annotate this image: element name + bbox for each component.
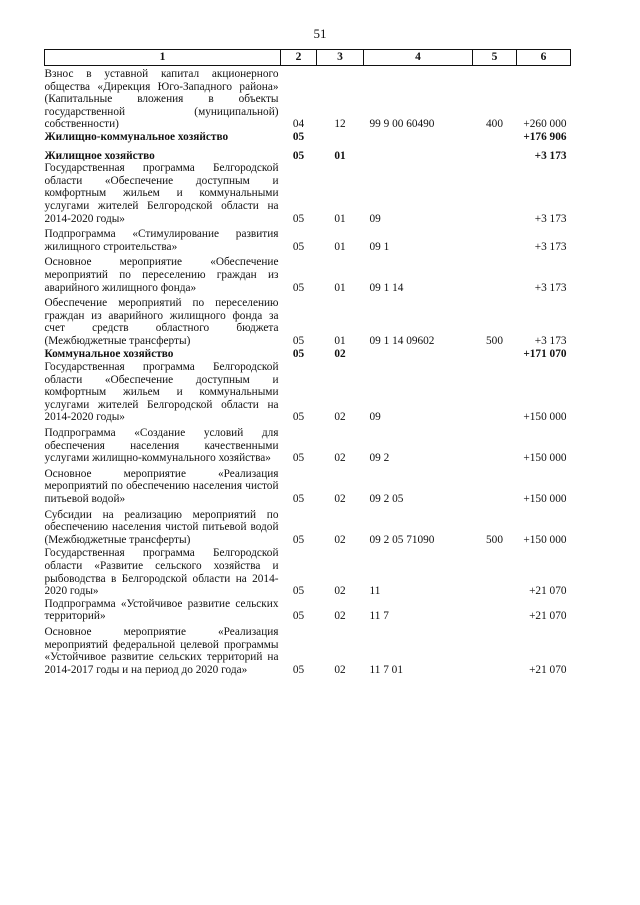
row-section: 05	[292, 281, 305, 294]
row-name: Жилищное хозяйство	[44, 149, 155, 162]
table-row	[45, 623, 571, 676]
row-section: 05	[292, 585, 305, 598]
row-section: 05	[292, 493, 305, 505]
row-expense-type	[473, 253, 517, 294]
table-row	[45, 598, 571, 623]
row-amount: +3 173	[534, 281, 567, 294]
row-target-article: 09 1 14 09602	[369, 334, 435, 347]
row-subsection	[317, 131, 364, 144]
header-col-1: 1	[45, 50, 281, 66]
page-number: 51	[313, 26, 327, 41]
row-name: Обеспечение мероприятий по переселению граждан из аварийного жилищного фонда за счет средств областного бюджета (Межбюджетные трансферты)	[44, 297, 279, 347]
table-header-row	[45, 50, 571, 66]
table-row	[45, 347, 571, 361]
table-row	[45, 66, 571, 131]
table-row	[45, 131, 571, 144]
row-subsection: 02	[334, 585, 346, 598]
row-amount: +21 070	[529, 663, 567, 676]
row-subsection: 02	[334, 348, 346, 361]
row-subsection: 12	[334, 118, 346, 131]
row-subsection: 02	[334, 452, 346, 465]
row-name: Подпрограмма «Устойчивое развитие сельских территорий»	[44, 597, 279, 623]
row-target-article: 09	[369, 212, 381, 225]
row-section: 05	[292, 411, 305, 424]
row-amount: +150 000	[523, 533, 567, 546]
row-amount: +176 906	[523, 130, 567, 143]
row-section: 05	[292, 130, 305, 143]
table-row	[45, 361, 571, 424]
row-amount: +21 070	[529, 585, 567, 598]
row-target-article: 99 9 00 60490	[369, 118, 435, 131]
row-amount: +3 173	[534, 334, 567, 347]
row-section: 05	[292, 149, 305, 162]
row-subsection: 02	[334, 411, 346, 424]
row-section: 05	[292, 663, 305, 676]
table-row	[45, 294, 571, 347]
row-expense-type	[473, 162, 517, 225]
row-target-article: 09 1 14	[369, 281, 404, 294]
row-expense-type	[473, 361, 517, 424]
table-row	[45, 253, 571, 294]
row-expense-type	[473, 623, 517, 676]
row-name: Основное мероприятие «Реализация мероприятий по обеспечению населения чистой питьевой водой»	[44, 467, 279, 505]
row-subsection: 02	[334, 533, 346, 546]
row-amount: +3 173	[534, 212, 567, 225]
row-section: 04	[292, 118, 305, 131]
table-row	[45, 546, 571, 597]
row-target-article: 09	[369, 411, 381, 424]
row-subsection: 01	[334, 334, 346, 347]
row-section: 05	[292, 212, 305, 225]
row-target-article: 11 7	[369, 610, 389, 623]
row-subsection: 01	[334, 281, 346, 294]
row-section: 05	[292, 452, 305, 465]
row-subsection: 02	[334, 610, 346, 623]
table-row	[45, 144, 571, 163]
row-section: 05	[292, 348, 305, 361]
row-section: 05	[292, 533, 305, 546]
row-target-article	[364, 347, 473, 361]
table-row	[45, 465, 571, 506]
budget-table	[44, 49, 571, 676]
row-target-article	[364, 131, 473, 144]
row-amount: +150 000	[523, 452, 567, 465]
row-subsection: 02	[334, 663, 346, 676]
table-row	[45, 506, 571, 547]
row-name: Подпрограмма «Создание условий для обеспечения населения качественными услугами жилищно-коммунального хозяйства»	[44, 427, 279, 465]
row-subsection: 01	[334, 212, 346, 225]
row-name: Коммунальное хозяйство	[44, 348, 174, 361]
row-section: 05	[292, 610, 305, 623]
row-target-article: 09 1	[369, 240, 390, 253]
row-expense-type	[473, 598, 517, 623]
row-amount: +150 000	[523, 493, 567, 505]
row-amount: +171 070	[523, 348, 567, 361]
table-row	[45, 162, 571, 225]
row-name: Взнос в уставной капитал акционерного общества «Дирекция Юго-Западного района» (Капитальные вложения в объекты государственной (муниципальной) собственности)	[44, 68, 279, 131]
table-row	[45, 424, 571, 465]
row-expense-type	[473, 347, 517, 361]
row-expense-type	[473, 144, 517, 163]
row-amount: +150 000	[523, 411, 567, 424]
table-row	[45, 225, 571, 253]
row-subsection: 01	[334, 240, 346, 253]
row-name: Жилищно-коммунальное хозяйство	[44, 130, 229, 143]
row-expense-type	[473, 424, 517, 465]
row-name: Государственная программа Белгородской области «Обеспечение доступным и комфортным жильем и коммунальными услугами жителей Белгородской области на 2014-2020 годы»	[44, 361, 279, 424]
row-expense-type: 500	[486, 334, 503, 347]
row-subsection: 01	[334, 149, 346, 162]
row-expense-type: 500	[486, 533, 503, 546]
row-amount: +3 173	[534, 149, 567, 162]
row-target-article: 09 2 05 71090	[369, 533, 435, 546]
row-amount: +21 070	[529, 610, 567, 623]
row-name: Основное мероприятие «Обеспечение мероприятий по переселению граждан из аварийного жилищного фонда»	[44, 256, 279, 294]
header-col-4: 4	[364, 50, 473, 66]
row-expense-type	[473, 546, 517, 597]
header-col-2: 2	[281, 50, 317, 66]
row-target-article: 09 2	[369, 452, 390, 465]
row-expense-type	[473, 465, 517, 506]
row-amount: +3 173	[534, 240, 567, 253]
row-name: Субсидии на реализацию мероприятий по обеспечению населения чистой питьевой водой (Межбюджетные трансферты)	[44, 508, 279, 546]
header-col-5: 5	[473, 50, 517, 66]
row-section: 05	[292, 334, 305, 347]
row-subsection: 02	[334, 493, 346, 505]
row-target-article	[364, 144, 473, 163]
row-name: Основное мероприятие «Реализация мероприятий федеральной целевой программы «Устойчивое развитие сельских территорий на 2014-2017 годы и на период до 2020 года»	[44, 625, 279, 676]
row-amount: +260 000	[523, 118, 567, 131]
row-target-article: 11	[369, 585, 381, 598]
row-target-article: 11 7 01	[369, 663, 403, 676]
header-col-6: 6	[517, 50, 571, 66]
row-expense-type	[473, 131, 517, 144]
header-col-3: 3	[317, 50, 364, 66]
row-target-article: 09 2 05	[369, 493, 404, 505]
row-name: Подпрограмма «Стимулирование развития жилищного строительства»	[44, 228, 279, 253]
row-name: Государственная программа Белгородской области «Развитие сельского хозяйства и рыбоводства в Белгородской области на 2014-2020 годы»	[44, 547, 279, 598]
row-expense-type	[473, 225, 517, 253]
row-section: 05	[292, 240, 305, 253]
row-name: Государственная программа Белгородской области «Обеспечение доступным и комфортным жильем и коммунальными услугами жителей Белгородской области на 2014-2020 годы»	[44, 162, 279, 225]
row-expense-type: 400	[486, 118, 503, 131]
